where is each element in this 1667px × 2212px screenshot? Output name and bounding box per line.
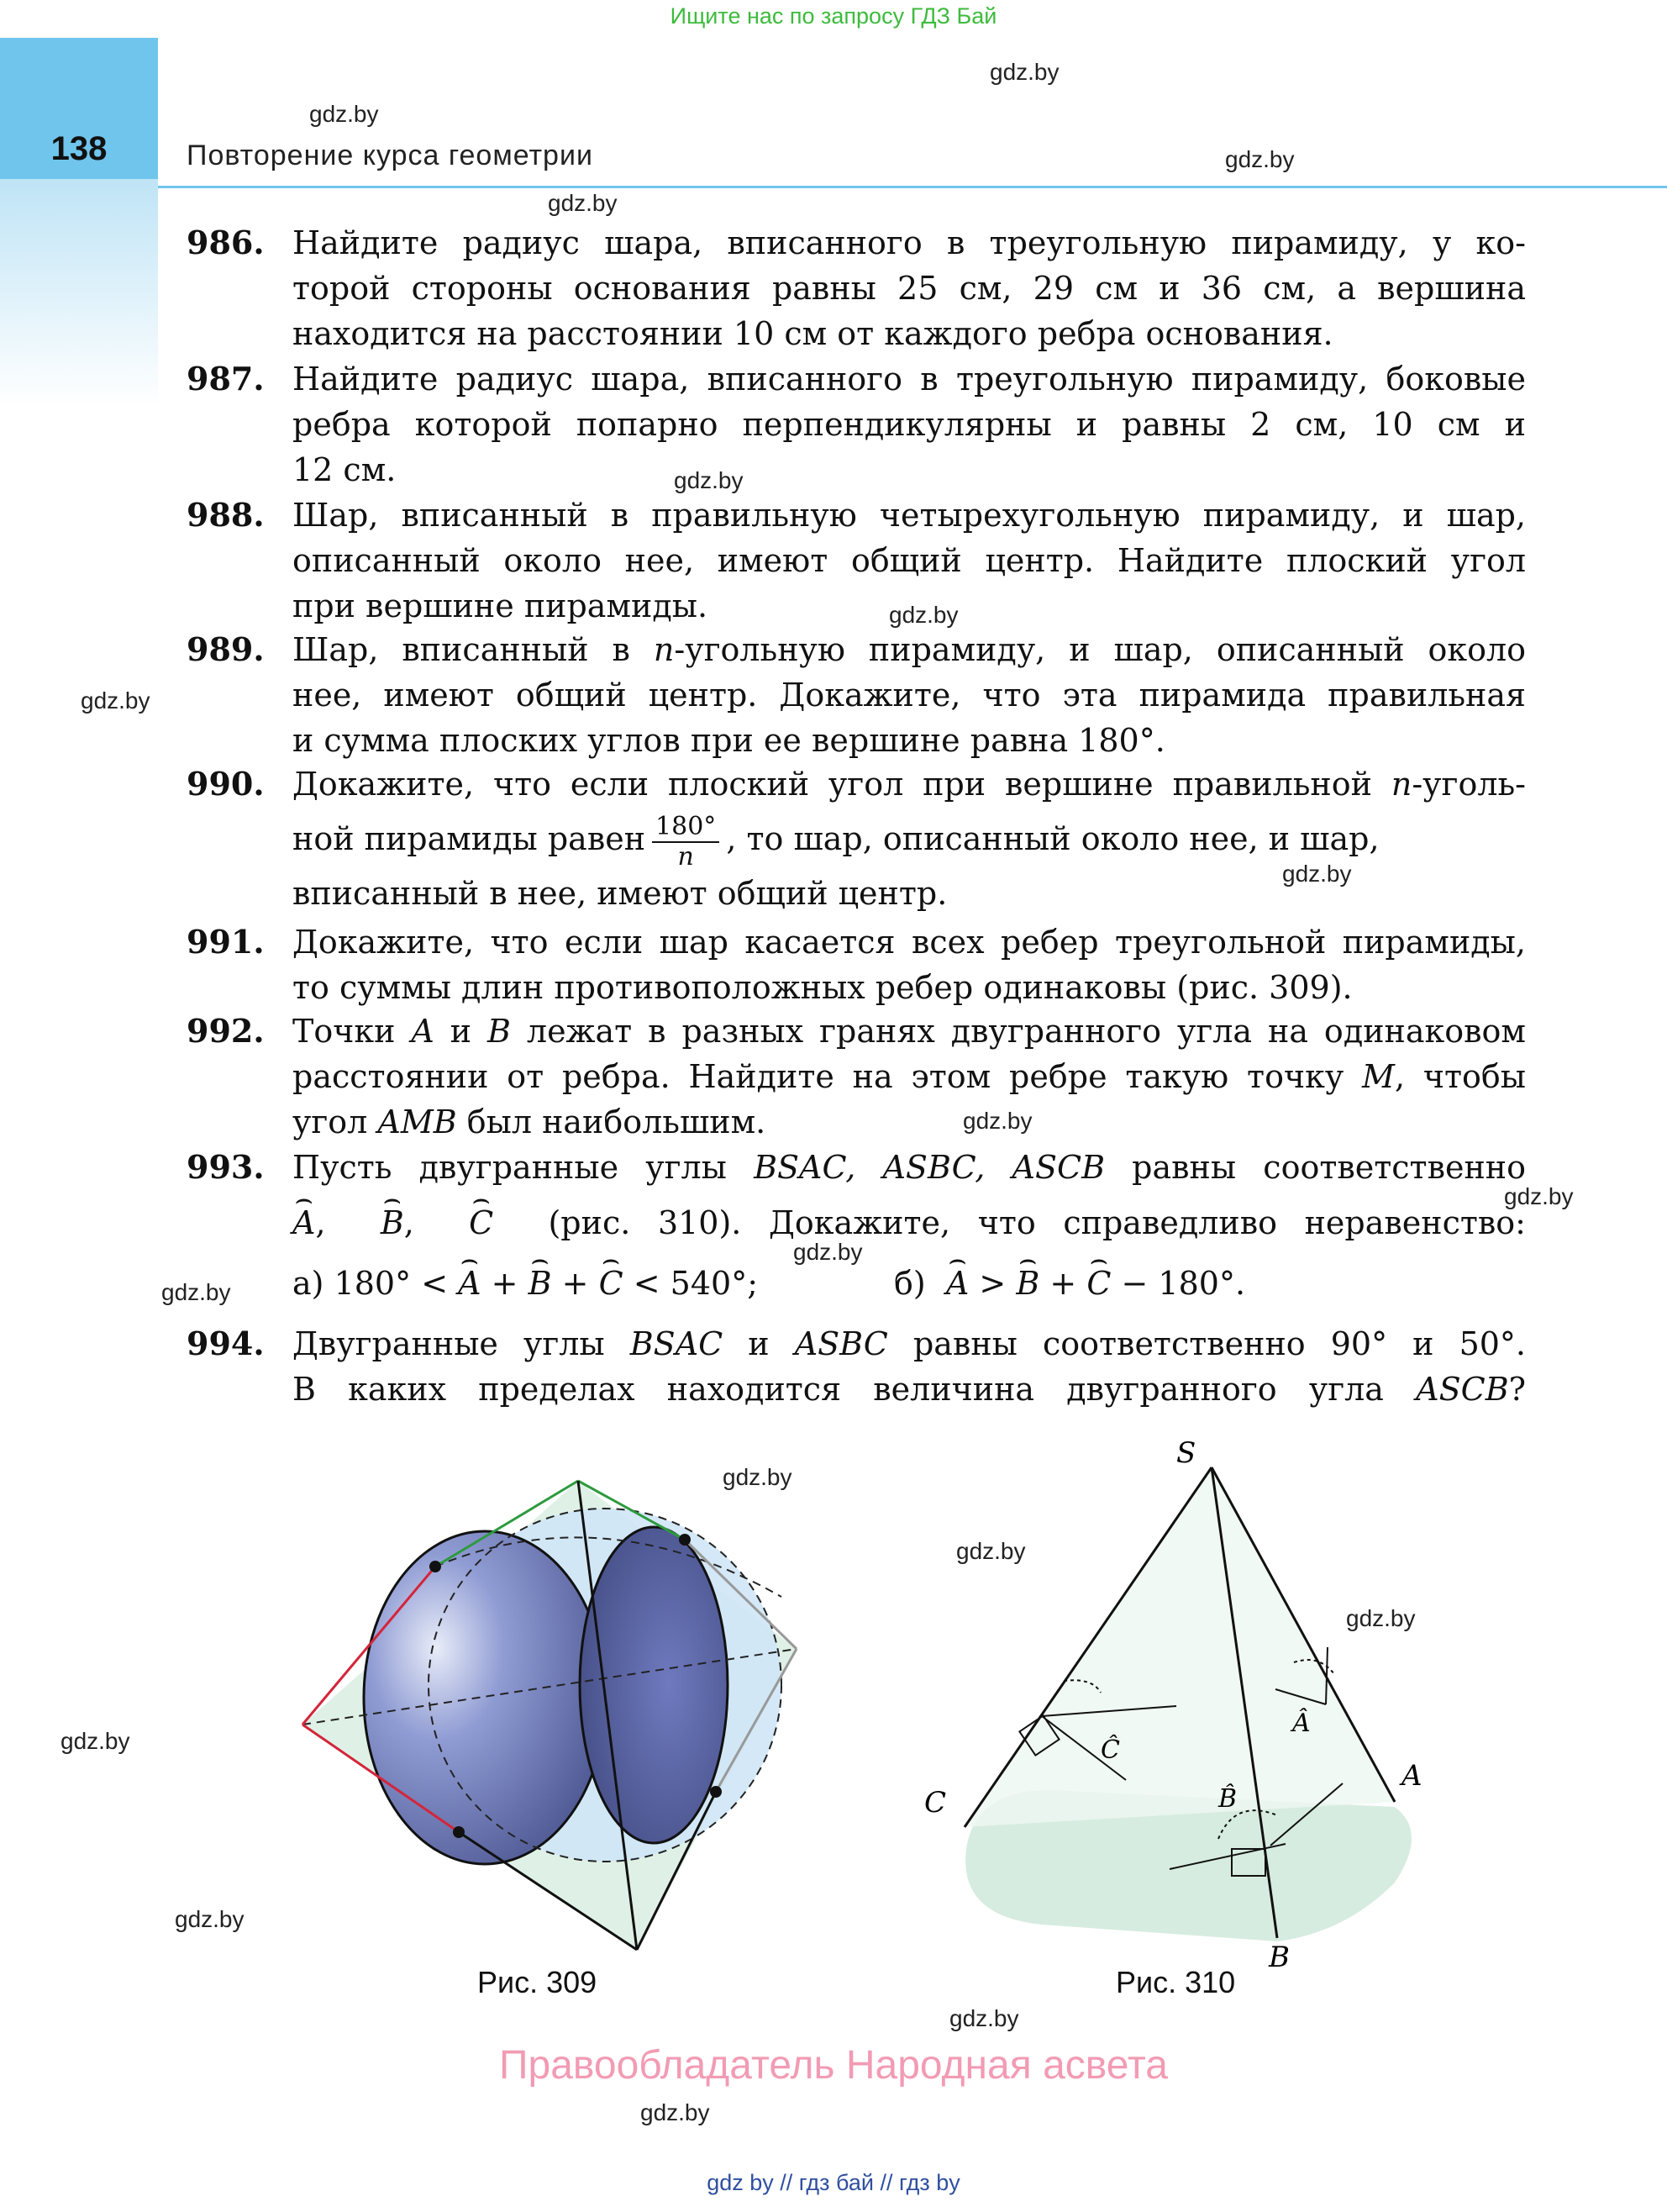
problem-number: 987. [187,360,265,398]
watermark: gdz.by [548,190,618,216]
header-rule [158,186,1667,188]
problem-line: ной пирамиды равен $\frac{180^\circ}{n}$ , то шар, описанный около нее, и шар, [292,811,1380,872]
watermark: gdz.by [949,2005,1019,2031]
inequality-a: а) 180° < ⌢ A + ⌢ B + ⌢ C < 540°; [292,1261,758,1306]
tangent-point [679,1534,691,1546]
problem-line: ребра которой попарно перпендикулярны и равны 2 см, 10 см и [292,406,1526,443]
running-head: Повторение курса геометрии [187,140,593,171]
problem-line: Найдите радиус шара, вписанного в треугольную пирамиду, у ко- [292,224,1526,261]
problem-line: ⌢ A, ⌢ B, ⌢ C (рис. 310). Докажите, что справедливо неравенство: [292,1190,1526,1249]
problem-number: 988. [187,496,265,534]
problem-line: нее, имеют общий центр. Докажите, что эта пирамида правильная [292,677,1526,714]
figure-caption: Рис. 309 [477,1965,597,1999]
watermark: gdz.by [674,467,744,493]
figure-caption: Рис. 310 [1116,1965,1236,1999]
vertex-label-b: B [1269,1941,1290,1974]
watermark: gdz.by [990,59,1060,85]
figure-309 [286,1429,823,1967]
watermark: gdz.by [175,1906,245,1932]
problem-line: Шар, вписанный в правильную четырехугольную пирамиду, и шар, [292,497,1526,534]
problem-line: находится на расстоянии 10 см от каждого ребра основания. [292,315,1333,352]
problem-line: вписанный в нее, имеют общий центр. [292,875,948,912]
problem-line: при вершине пирамиды. [292,587,708,624]
watermark: gdz.by [1504,1183,1574,1209]
copyright-notice: Правообладатель Народная асвета [499,2043,1168,2088]
watermark: gdz.by [81,687,150,714]
problem-line: Докажите, что если шар касается всех ребер треугольной пирамиды, [292,924,1526,961]
footer-links[interactable]: gdz by // гдз бай // гдз by [707,2170,960,2195]
fraction: $\frac{180^\circ}{n}$ [652,813,719,872]
vertex-label-c: C [924,1786,947,1820]
problem-number: 990. [187,765,265,803]
tangent-circle [364,1531,606,1864]
problem-line: Пусть двугранные углы BSAC, ASBC, ASCB равны соответственно [292,1149,1526,1186]
angle-label-a: Â [1292,1709,1311,1738]
problem-line: Найдите радиус шара, вписанного в треугольную пирамиду, боковые [292,361,1526,398]
problem-line: Двугранные углы BSAC и ASBC равны соответственно 90° и 50°. [292,1325,1527,1362]
angle-label-c: Ĉ [1101,1735,1120,1765]
watermark: gdz.by [963,1108,1033,1134]
problem-number: 986. [187,224,265,261]
problem-line: 12 см. [292,451,397,488]
problem-number: 993. [187,1148,265,1186]
problem-line: Точки A и B лежат в разных гранях двугранного угла на одинаковом [292,1013,1526,1050]
watermark: gdz.by [1346,1605,1416,1631]
problem-number: 991. [187,923,265,961]
angle-label-b: B̂ [1218,1784,1238,1814]
watermark: gdz.by [1282,861,1352,887]
problem-number: 994. [187,1325,265,1362]
watermark: gdz.by [956,1538,1026,1564]
page-tab-fade [0,179,158,406]
tangent-point [429,1561,441,1572]
problem-line: Докажите, что если плоский угол при вершине правильной n-уголь- [292,766,1526,803]
watermark: gdz.by [1225,146,1295,172]
problem-line: расстоянии от ребра. Найдите на этом ребре такую точку M, чтобы [292,1058,1526,1095]
problem-line: то суммы длин противоположных ребер одинаковы (рис. 309). [292,969,1353,1006]
watermark: gdz.by [793,1239,863,1265]
tangent-circle [580,1527,728,1843]
tangent-point [710,1786,722,1798]
watermark: gdz.by [723,1464,792,1490]
vertex-label-s: S [1176,1437,1196,1470]
problem-line: торой стороны основания равны 25 см, 29 см и 36 см, а вершина [292,270,1526,307]
pyramid-face [965,1467,1395,1827]
problem-line: В каких пределах находится величина двугранного угла ASCB? [292,1371,1526,1408]
top-banner: Ищите нас по запросу ГДЗ Бай [670,3,997,29]
inequality-b: б) ⌢ A > ⌢ B + ⌢ C − 180°. [894,1261,1245,1306]
problem-line: описанный около нее, имеют общий центр. Найдите плоский угол [292,542,1526,579]
problem-line: угол AMB был наибольшим. [292,1103,766,1140]
problem-line: и сумма плоских углов при ее вершине равна 180°. [292,722,1165,759]
watermark: gdz.by [161,1279,231,1305]
vertex-label-a: A [1401,1759,1422,1793]
watermark: gdz.by [640,2099,710,2125]
page-number: 138 [50,130,108,167]
figure-310 [924,1437,1445,1975]
problem-line: Шар, вписанный в n-угольную пирамиду, и шар, описанный около [292,631,1527,668]
watermark: gdz.by [309,101,379,127]
problem-number: 992. [187,1012,265,1050]
watermark: gdz.by [60,1728,130,1754]
tangent-point [453,1826,465,1838]
watermark: gdz.by [889,602,959,628]
problem-number: 989. [187,630,265,668]
